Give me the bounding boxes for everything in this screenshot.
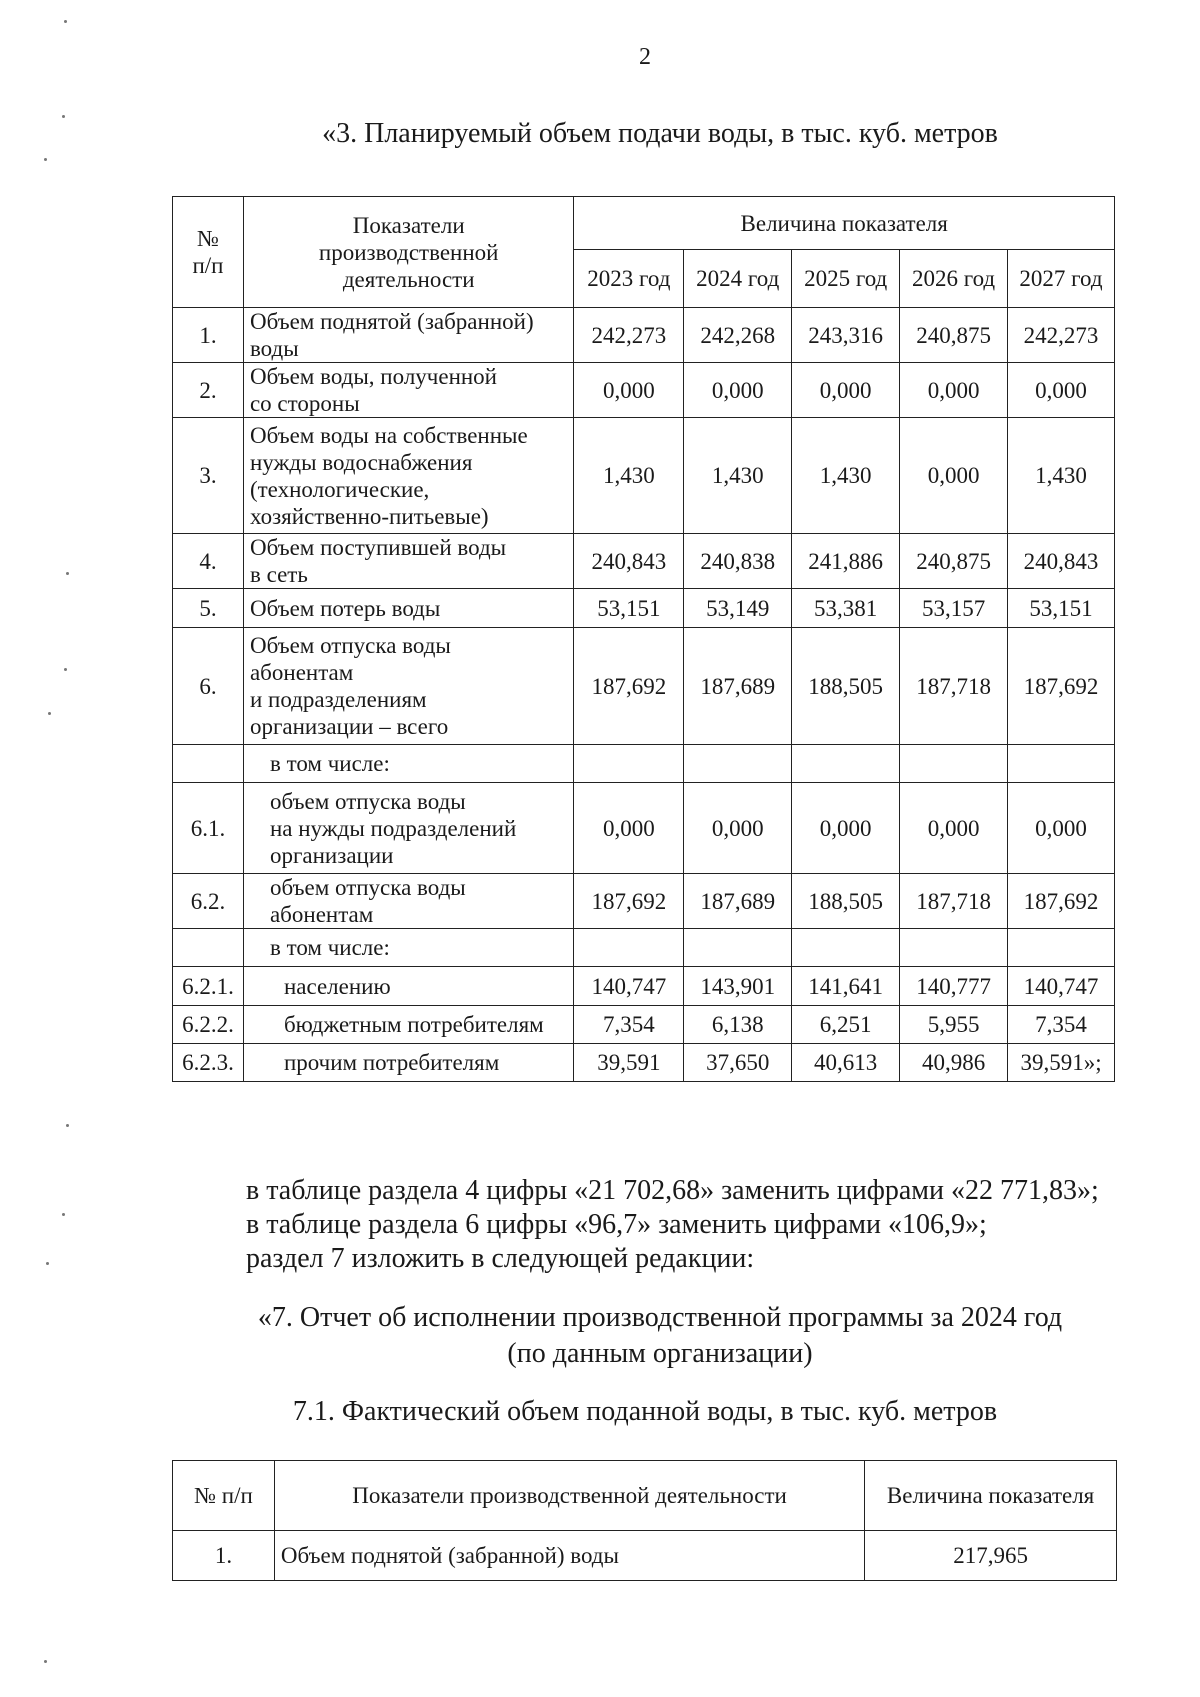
scan-speck (62, 115, 65, 118)
scan-speck (48, 712, 51, 715)
value-cell: 187,692 (1008, 628, 1115, 745)
scan-speck (44, 158, 47, 161)
value-cell: 140,747 (574, 967, 684, 1006)
value-cell (900, 929, 1008, 967)
scan-speck (66, 572, 69, 575)
value-cell: 0,000 (900, 418, 1008, 534)
row-label-line: прочим потребителям (283, 1050, 500, 1075)
row-label-cell: Объем поднятой (забранной) воды (274, 1531, 864, 1581)
header-year-cell: 2027 год (1008, 250, 1115, 308)
row-number-cell: 6.2. (173, 874, 244, 929)
value-cell: 37,650 (684, 1044, 792, 1082)
row-label-cell (243, 628, 573, 745)
row-label-line: хозяйственно-питьевые) (249, 503, 489, 529)
value-cell: 140,777 (900, 967, 1008, 1006)
table-row (173, 534, 1115, 589)
scan-speck (64, 20, 67, 23)
table-row (173, 929, 1115, 967)
row-number-cell: 6.1. (173, 783, 244, 874)
value-cell: 53,381 (792, 589, 900, 628)
value-cell: 1,430 (792, 418, 900, 534)
value-cell (1008, 745, 1115, 783)
value-cell: 140,747 (1008, 967, 1115, 1006)
value-cell (684, 929, 792, 967)
value-cell: 0,000 (574, 363, 684, 418)
value-cell: 53,151 (574, 589, 684, 628)
row-label-cell (243, 967, 573, 1006)
header-num-cell: № п/п (173, 1461, 275, 1531)
value-cell: 188,505 (792, 628, 900, 745)
value-cell: 39,591»; (1008, 1044, 1115, 1082)
value-cell: 1,430 (574, 418, 684, 534)
table-row (173, 418, 1115, 534)
value-cell: 53,157 (900, 589, 1008, 628)
row-number-cell: 6.2.2. (173, 1006, 244, 1044)
row-label-line: и подразделениям (249, 687, 427, 712)
row-label-cell (243, 783, 573, 874)
row-label-line: организации (269, 842, 394, 868)
row-label-line: в том числе: (269, 751, 390, 776)
header-year-cell: 2025 год (792, 250, 900, 308)
value-cell: 242,273 (1008, 308, 1115, 363)
value-cell: 7,354 (574, 1006, 684, 1044)
value-cell: 240,875 (900, 308, 1008, 363)
row-label-line: Объем поднятой (забранной) (249, 309, 534, 334)
row-label-cell (243, 874, 573, 929)
value-cell: 0,000 (1008, 363, 1115, 418)
scan-speck (64, 668, 67, 671)
row-label-cell (243, 363, 573, 418)
value-cell: 0,000 (574, 783, 684, 874)
row-label-line: Объем потерь воды (249, 595, 441, 621)
row-number-cell (173, 745, 244, 783)
value-cell: 187,692 (574, 874, 684, 929)
value-cell: 243,316 (792, 308, 900, 363)
value-cell: 0,000 (900, 783, 1008, 874)
value-cell: 40,613 (792, 1044, 900, 1082)
table-body (173, 1531, 1117, 1581)
row-number-cell: 6. (173, 628, 244, 745)
table-row (173, 874, 1115, 929)
value-cell: 143,901 (684, 967, 792, 1006)
value-cell: 53,149 (684, 589, 792, 628)
value-cell (792, 745, 900, 783)
scan-speck (46, 1262, 49, 1265)
header-year-cell: 2023 год (574, 250, 684, 308)
header-value-cell: Величина показателя (574, 197, 1115, 250)
row-number-cell: 6.2.1. (173, 967, 244, 1006)
value-cell: 5,955 (900, 1006, 1008, 1044)
value-cell: 241,886 (792, 534, 900, 589)
value-cell (574, 929, 684, 967)
value-cell: 187,718 (900, 628, 1008, 745)
value-cell: 1,430 (1008, 418, 1115, 534)
value-cell: 0,000 (900, 363, 1008, 418)
row-number-cell: 6.2.3. (173, 1044, 244, 1082)
page-number: 2 (639, 44, 651, 70)
value-cell: 0,000 (1008, 783, 1115, 874)
value-cell (1008, 929, 1115, 967)
value-cell: 0,000 (684, 363, 792, 418)
row-label-cell (243, 418, 573, 534)
value-cell: 0,000 (792, 783, 900, 874)
row-label-line: Объем воды, полученной (249, 364, 497, 389)
value-cell: 240,838 (684, 534, 792, 589)
value-cell: 242,273 (574, 308, 684, 363)
header-indicator-cell: Показатели производственной деятельности (243, 197, 573, 308)
row-label-line: в том числе: (269, 935, 390, 960)
value-cell: 188,505 (792, 874, 900, 929)
body-line: в таблице раздела 6 цифры «96,7» заменить цифрами «106,9»; (246, 1209, 987, 1240)
table-header-row (173, 1461, 1117, 1531)
scan-speck (44, 1660, 47, 1663)
actual-water-supply-table (172, 1460, 1117, 1581)
value-cell: 6,251 (792, 1006, 900, 1044)
row-label-cell (243, 929, 573, 967)
table-row (173, 967, 1115, 1006)
row-label-line: организации – всего (249, 714, 449, 739)
amendment-text (246, 1174, 1099, 1276)
row-label-cell (243, 1006, 573, 1044)
value-cell (684, 745, 792, 783)
row-number-cell: 1. (173, 1531, 275, 1581)
scan-speck (66, 1124, 69, 1127)
value-cell: 0,000 (684, 783, 792, 874)
value-cell: 0,000 (792, 363, 900, 418)
row-label-line: нужды водоснабжения (249, 449, 473, 475)
row-label-cell (243, 1044, 573, 1082)
row-label-line: Объем отпуска воды (249, 633, 451, 658)
value-cell: 240,875 (900, 534, 1008, 589)
value-cell: 7,354 (1008, 1006, 1115, 1044)
value-cell (792, 929, 900, 967)
scan-speck (62, 1213, 65, 1216)
section-3-title: «3. Планируемый объем подачи воды, в тыс. куб. метров (322, 118, 998, 149)
table-row (173, 745, 1115, 783)
value-cell: 187,689 (684, 628, 792, 745)
body-line: раздел 7 изложить в следующей редакции: (246, 1243, 755, 1274)
row-number-cell: 3. (173, 418, 244, 534)
value-cell: 53,151 (1008, 589, 1115, 628)
row-label-line: воды (249, 336, 299, 361)
value-cell: 141,641 (792, 967, 900, 1006)
body-line: в таблице раздела 4 цифры «21 702,68» заменить цифрами «22 771,83»; (246, 1175, 1099, 1206)
row-label-line: со стороны (249, 391, 360, 416)
header-indicator-cell: Показатели производственной деятельности (274, 1461, 864, 1531)
value-cell: 40,986 (900, 1044, 1008, 1082)
row-label-line: Объем поступившей воды (249, 535, 507, 560)
row-number-cell: 2. (173, 363, 244, 418)
row-label-line: объем отпуска воды (269, 788, 466, 814)
row-label-line: абонентам (249, 660, 354, 685)
row-label-line: (технологические, (249, 476, 430, 502)
value-cell: 187,689 (684, 874, 792, 929)
row-label-line: объем отпуска воды (269, 875, 466, 900)
row-label-cell (243, 589, 573, 628)
value-cell: 240,843 (574, 534, 684, 589)
section-7-title (0, 1300, 1200, 1372)
table-row (173, 363, 1115, 418)
header-value-cell: Величина показателя (865, 1461, 1117, 1531)
row-number-cell: 4. (173, 534, 244, 589)
value-cell (574, 745, 684, 783)
row-label-line: Объем воды на собственные (249, 422, 528, 448)
section-7-1-title: 7.1. Фактический объем поданной воды, в тыс. куб. метров (292, 1396, 998, 1427)
value-cell: 187,692 (1008, 874, 1115, 929)
row-label-line: на нужды подразделений (269, 815, 517, 841)
row-number-cell: 5. (173, 589, 244, 628)
row-label-line: абонентам (269, 902, 374, 927)
section-7-title-line2: (по данным организации) (507, 1338, 813, 1369)
value-cell: 242,268 (684, 308, 792, 363)
table-row (173, 308, 1115, 363)
row-label-line: населению (283, 973, 391, 999)
value-cell: 217,965 (865, 1531, 1117, 1581)
table-row (173, 628, 1115, 745)
header-year-cell: 2026 год (900, 250, 1008, 308)
section-7-title-line1: «7. Отчет об исполнении производственной программы за 2024 год (257, 1302, 1063, 1333)
table-row (173, 1044, 1115, 1082)
row-label-cell (243, 308, 573, 363)
table-header-row (173, 197, 1115, 250)
table-row (173, 783, 1115, 874)
table-body (173, 308, 1115, 1082)
table-row (173, 1006, 1115, 1044)
table-row (173, 589, 1115, 628)
value-cell: 187,718 (900, 874, 1008, 929)
value-cell: 6,138 (684, 1006, 792, 1044)
row-label-line: бюджетным потребителям (283, 1012, 544, 1037)
row-label-cell (243, 745, 573, 783)
planned-water-supply-table (172, 196, 1115, 1082)
header-num-cell: № п/п (173, 197, 244, 308)
value-cell: 1,430 (684, 418, 792, 534)
row-number-cell: 1. (173, 308, 244, 363)
row-label-cell (243, 534, 573, 589)
value-cell: 240,843 (1008, 534, 1115, 589)
value-cell (900, 745, 1008, 783)
value-cell: 187,692 (574, 628, 684, 745)
row-label-line: в сеть (249, 562, 308, 587)
table-row (173, 1531, 1117, 1581)
row-number-cell (173, 929, 244, 967)
value-cell: 39,591 (574, 1044, 684, 1082)
header-year-cell: 2024 год (684, 250, 792, 308)
